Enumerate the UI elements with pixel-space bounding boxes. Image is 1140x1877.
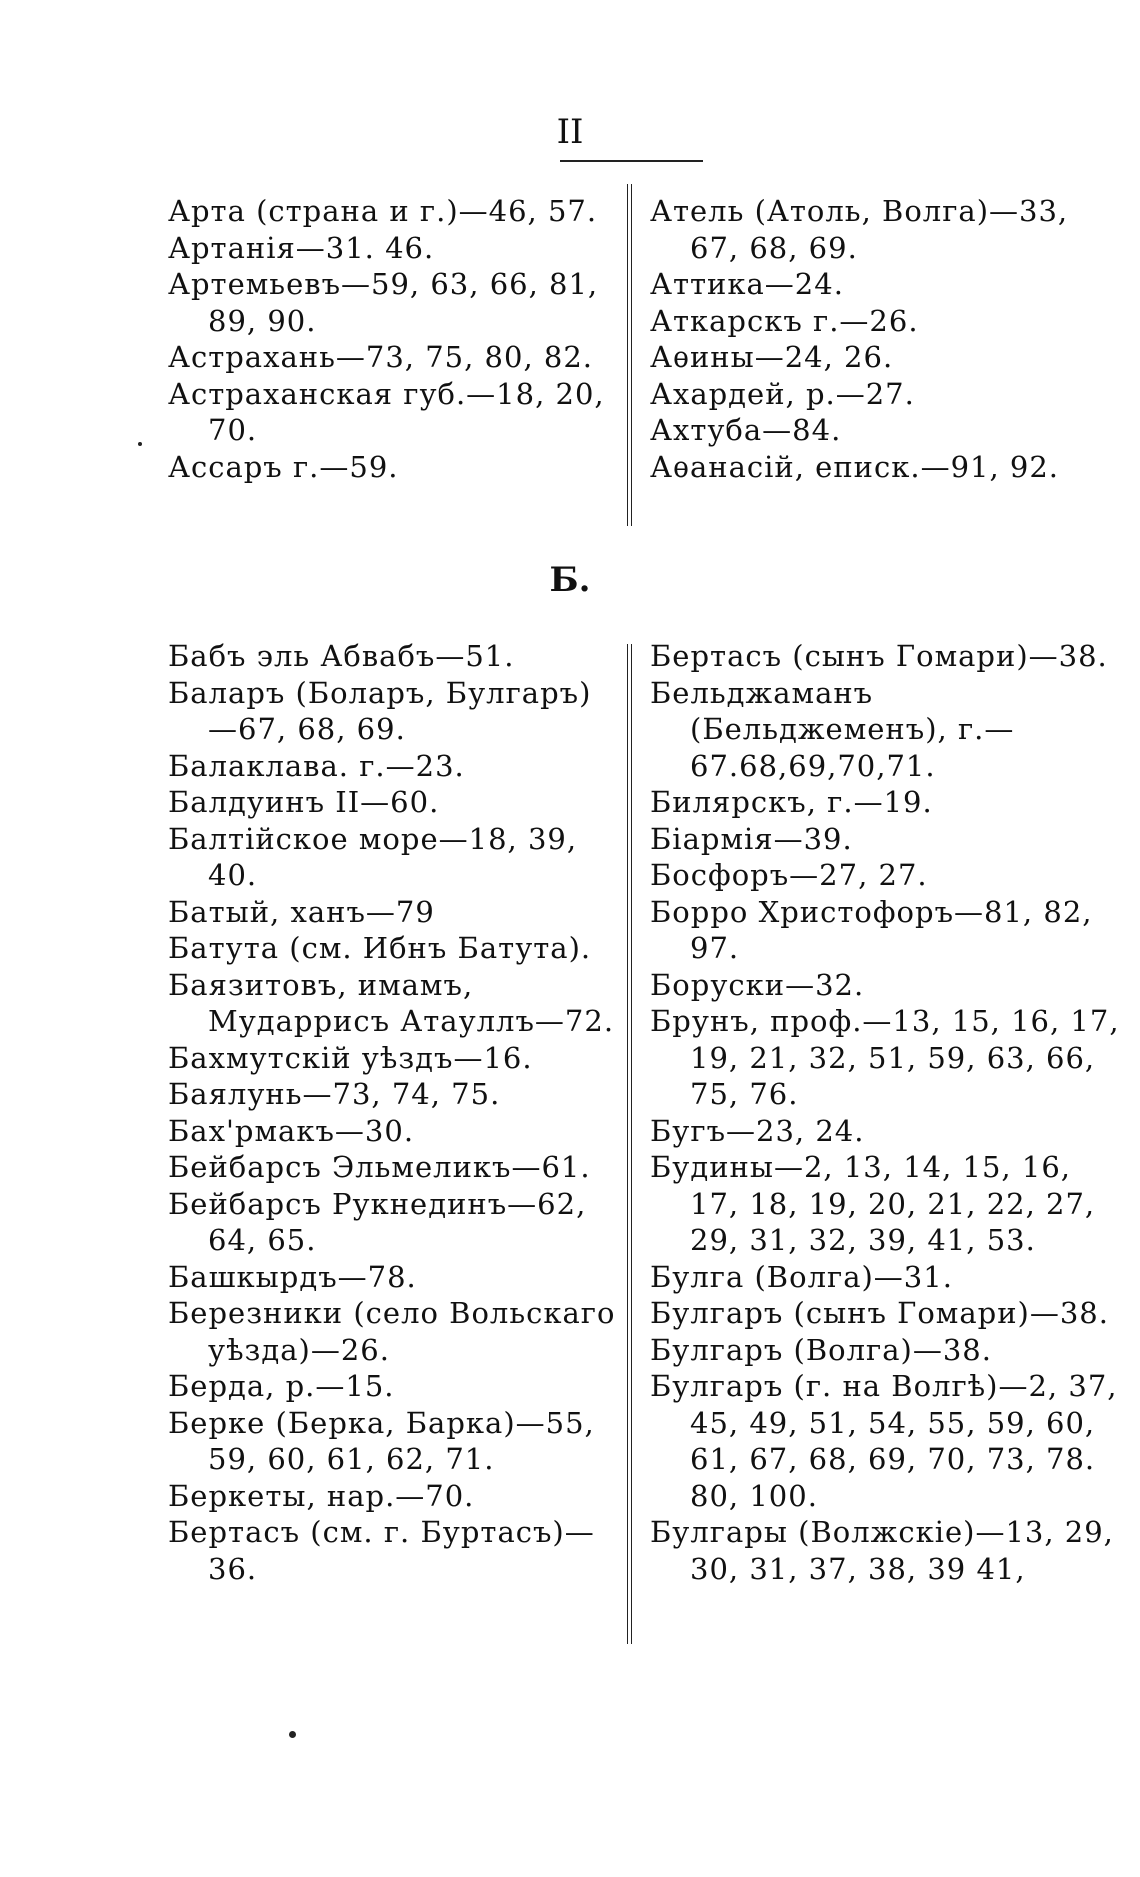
column-divider bbox=[627, 644, 632, 1644]
index-column-a-left bbox=[168, 193, 618, 485]
index-entry: Артанія—31. 46. bbox=[168, 230, 435, 265]
index-entry: Бертасъ (сынъ Гомари)—38. bbox=[650, 639, 1108, 673]
print-speck bbox=[138, 442, 142, 446]
index-entry: Бабъ эль Абвабъ—51. bbox=[168, 639, 515, 673]
index-column-a-right bbox=[650, 193, 1120, 485]
index-entry: Баязитовъ, имамъ, Мударрисъ Атауллъ—72. bbox=[168, 967, 615, 1038]
index-entry: Бельджаманъ (Бельджеменъ), г.—67.68,69,70,71. bbox=[650, 675, 1015, 783]
index-entry: Ахардей, р.—27. bbox=[650, 376, 915, 411]
index-entry: Булгары (Волжскіе)—13, 29, 30, 31, 37, 38, 39 41, bbox=[650, 1515, 1114, 1586]
index-entry: Атель (Атоль, Волга)—33, 67, 68, 69. bbox=[650, 194, 1069, 265]
index-entry: Баларъ (Боларъ, Булгаръ)—67, 68, 69. bbox=[168, 675, 592, 746]
index-entry: Балаклава. г.—23. bbox=[168, 748, 465, 783]
index-entry: Аткарскъ г.—26. bbox=[650, 303, 919, 338]
index-entry: Борро Христофоръ—81, 82, 97. bbox=[650, 894, 1093, 965]
index-entry: Бертасъ (см. г. Буртасъ)—36. bbox=[168, 1515, 595, 1586]
index-entry: Балтійское море—18, 39, 40. bbox=[168, 821, 578, 892]
index-entry: Арта (страна и г.)—46, 57. bbox=[168, 194, 598, 228]
section-letter: Б. bbox=[549, 560, 591, 600]
index-entry: Астраханская губ.—18, 20, 70. bbox=[168, 376, 605, 447]
index-entry: Біармія—39. bbox=[650, 821, 853, 856]
index-entry: Балдуинъ II—60. bbox=[168, 785, 440, 819]
index-column-b-right bbox=[650, 638, 1120, 1587]
index-entry: Ассаръ г.—59. bbox=[168, 449, 399, 484]
index-entry: Бугъ—23, 24. bbox=[650, 1113, 865, 1148]
index-entry: Башкырдъ—78. bbox=[168, 1259, 417, 1294]
index-entry: Бейбарсъ Эльмеликъ—61. bbox=[168, 1150, 591, 1184]
index-entry: Беркеты, нар.—70. bbox=[168, 1478, 475, 1513]
index-column-b-left bbox=[168, 638, 618, 1587]
index-entry: Артемьевъ—59, 63, 66, 81, 89, 90. bbox=[168, 267, 599, 338]
index-entry: Босфоръ—27, 27. bbox=[650, 858, 928, 892]
index-entry: Березники (село Вольскаго уѣзда)—26. bbox=[168, 1296, 616, 1367]
index-entry: Будины—2, 13, 14, 15, 16, 17, 18, 19, 20, 21, 22, 27, 29, 31, 32, 39, 41, 53. bbox=[650, 1150, 1096, 1257]
index-entry: Билярскъ, г.—19. bbox=[650, 785, 933, 819]
index-entry: Аттика—24. bbox=[650, 267, 844, 301]
index-entry: Аѳанасій, еписк.—91, 92. bbox=[650, 449, 1060, 484]
index-entry: Батый, ханъ—79 bbox=[168, 894, 435, 929]
column-divider bbox=[627, 184, 632, 526]
index-entry: Булгаръ (Волга)—38. bbox=[650, 1332, 992, 1367]
index-entry: Булгаръ (сынъ Гомари)—38. bbox=[650, 1296, 1109, 1330]
index-entry: Берда, р.—15. bbox=[168, 1369, 395, 1403]
header-rule bbox=[560, 160, 703, 162]
index-entry: Астрахань—73, 75, 80, 82. bbox=[168, 340, 593, 374]
index-entry: Аѳины—24, 26. bbox=[650, 340, 894, 374]
index-entry: Баялунь—73, 74, 75. bbox=[168, 1077, 501, 1111]
index-entry: Батута (см. Ибнъ Батута). bbox=[168, 931, 592, 965]
page-header: II bbox=[556, 112, 584, 152]
print-speck bbox=[289, 1731, 296, 1738]
index-entry: Булгаръ (г. на Волгѣ)—2, 37, 45, 49, 51, 54, 55, 59, 60, 61, 67, 68, 69, 70, 73, 78. 80, 100. bbox=[650, 1369, 1118, 1513]
index-entry: Булга (Волга)—31. bbox=[650, 1259, 953, 1294]
index-entry: Бейбарсъ Рукнединъ—62, 64, 65. bbox=[168, 1186, 587, 1257]
index-entry: Берке (Берка, Барка)—55, 59, 60, 61, 62, 71. bbox=[168, 1405, 595, 1476]
index-entry: Боруски—32. bbox=[650, 967, 865, 1002]
index-entry: Брунъ, проф.—13, 15, 16, 17, 19, 21, 32, 51, 59, 63, 66, 75, 76. bbox=[650, 1004, 1120, 1111]
index-entry: Бахмутскій уѣздъ—16. bbox=[168, 1040, 533, 1075]
index-entry: Бах'рмакъ—30. bbox=[168, 1113, 415, 1148]
index-entry: Ахтуба—84. bbox=[650, 413, 842, 447]
